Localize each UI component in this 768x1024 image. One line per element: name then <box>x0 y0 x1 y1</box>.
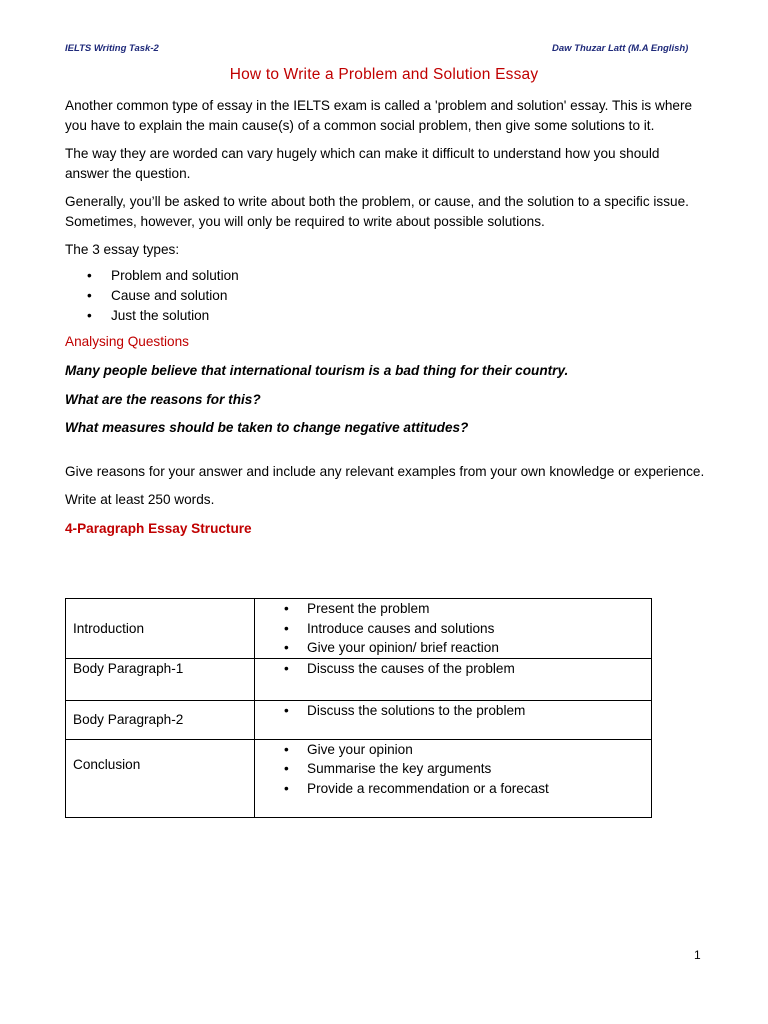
table-row <box>66 739 652 817</box>
row-points-cell <box>255 658 652 700</box>
list-item: • Problem and solution <box>65 266 705 286</box>
list-item: • Give your opinion/ brief reaction <box>255 638 651 658</box>
essay-types-list <box>65 266 705 326</box>
page-number: 1 <box>694 948 701 962</box>
table-row <box>66 599 652 659</box>
list-item: • Cause and solution <box>65 286 705 306</box>
question-line: Many people believe that international tourism is a bad thing for their country. <box>65 363 569 378</box>
row-label-cell <box>66 739 255 817</box>
row-label-cell <box>66 599 255 659</box>
analysing-questions-heading: Analysing Questions <box>65 333 189 349</box>
list-item: • Provide a recommendation or a forecast <box>255 779 651 799</box>
essay-types-label: The 3 essay types: <box>65 242 180 257</box>
row-label: Introduction <box>73 620 145 636</box>
document-body <box>65 96 705 547</box>
question-line: What measures should be taken to change negative attitudes? <box>65 420 469 435</box>
row-label: Body Paragraph-2 <box>73 712 184 727</box>
intro-paragraph-1: Another common type of essay in the IELTS exam is called a 'problem and solution' essay. This is where you have to explain the main cause(s) of a common social problem, then give some solutions to it. <box>65 98 693 133</box>
list-item: • Just the solution <box>65 306 705 326</box>
list-item: • Discuss the solutions to the problem <box>255 701 651 721</box>
essay-structure-table <box>65 598 652 818</box>
points-list <box>255 701 651 721</box>
header-author: Daw Thuzar Latt (M.A English) <box>552 43 689 54</box>
essay-structure-heading: 4-Paragraph Essay Structure <box>65 520 252 536</box>
row-label-cell <box>66 700 255 739</box>
row-label: Conclusion <box>73 756 141 772</box>
question-line: What are the reasons for this? <box>65 391 261 407</box>
word-count-instruction: Write at least 250 words. <box>65 492 215 507</box>
table-row <box>66 658 652 700</box>
points-list <box>255 659 651 679</box>
question-instruction: Give reasons for your answer and include any relevant examples from your own knowledge or experience. <box>65 463 705 479</box>
list-item: • Discuss the causes of the problem <box>255 659 651 679</box>
intro-paragraph-3: Generally, you’ll be asked to write about both the problem, or cause, and the solution to a specific issue. Sometimes, however, you will only be required to write about possible solutions. <box>65 194 689 229</box>
list-item: • Present the problem <box>255 599 651 619</box>
list-item: • Introduce causes and solutions <box>255 619 651 639</box>
row-label-cell <box>66 658 255 700</box>
points-list <box>255 740 651 799</box>
points-list <box>255 599 651 658</box>
intro-paragraph-2: The way they are worded can vary hugely which can make it difficult to understand how you should answer the question. <box>65 146 660 181</box>
document-title: How to Write a Problem and Solution Essay <box>229 66 539 83</box>
row-points-cell <box>255 599 652 659</box>
header-course-title: IELTS Writing Task-2 <box>65 43 159 54</box>
row-points-cell <box>255 700 652 739</box>
row-points-cell <box>255 739 652 817</box>
list-item: • Summarise the key arguments <box>255 759 651 779</box>
row-label: Body Paragraph-1 <box>73 660 184 676</box>
table-row <box>66 700 652 739</box>
list-item: • Give your opinion <box>255 740 651 760</box>
